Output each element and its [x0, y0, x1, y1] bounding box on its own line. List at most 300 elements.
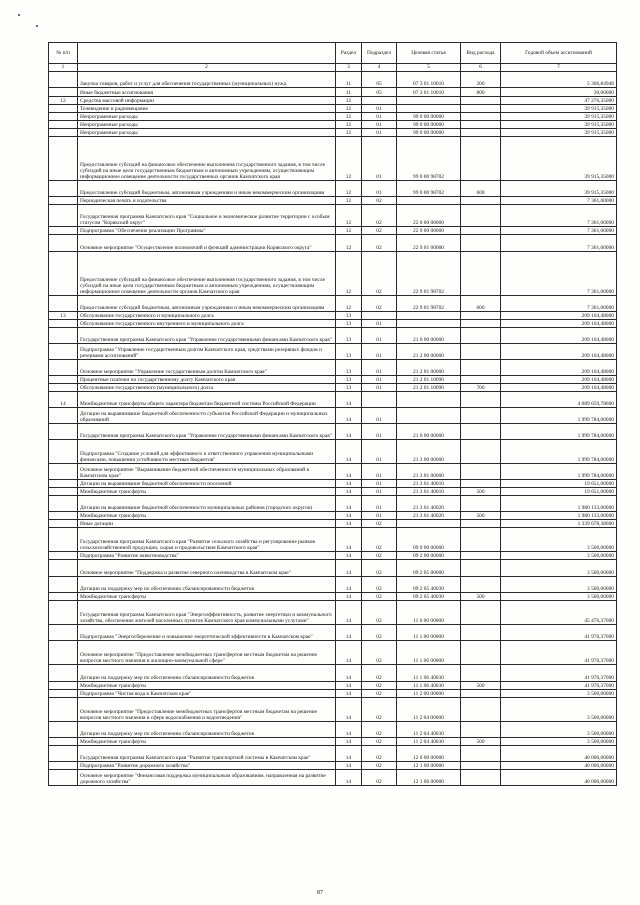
row-expense-type	[461, 698, 501, 722]
row-subsection-code: 01	[362, 376, 397, 384]
row-number	[49, 762, 78, 770]
row-number	[49, 181, 78, 197]
row-subsection-code: 01	[362, 464, 397, 480]
row-number	[49, 105, 78, 113]
row-amount: 39 915,35000	[501, 129, 617, 137]
row-amount: 45 476,37000	[501, 601, 617, 625]
row-amount: 47 276,35000	[501, 97, 617, 105]
row-section-code: 14	[336, 762, 362, 770]
table-row	[49, 72, 617, 88]
table-row	[49, 312, 617, 320]
row-number	[49, 560, 78, 577]
row-section-code: 14	[336, 560, 362, 577]
row-amount: 3 500,00000	[501, 698, 617, 722]
table-row	[49, 181, 617, 197]
row-section-code: 12	[336, 121, 362, 129]
row-section-code: 14	[336, 496, 362, 512]
row-target-code: 21 2 01 10090	[397, 384, 461, 392]
row-name: Государственная программа Камчатского края "Управление государственными финансами Камчатского края"	[78, 328, 336, 344]
row-amount: 7 361,00000	[501, 197, 617, 205]
table-row	[49, 440, 617, 464]
row-number	[49, 113, 78, 121]
row-number	[49, 344, 78, 360]
row-number	[49, 552, 78, 560]
row-number	[49, 360, 78, 376]
row-target-code: 99 0 00 00000	[397, 121, 461, 129]
row-expense-type	[461, 560, 501, 577]
row-expense-type	[461, 746, 501, 762]
row-section-code: 14	[336, 464, 362, 480]
row-amount: 5 366,84948	[501, 72, 617, 88]
row-subsection-code: 02	[362, 641, 397, 665]
table-row	[49, 360, 617, 376]
row-number	[49, 770, 78, 786]
row-target-code	[397, 392, 461, 408]
row-name: Межбюджетные трансферты	[78, 593, 336, 601]
row-name: Дотации на выравнивание бюджетной обеспеченности поселений	[78, 480, 336, 488]
row-amount: 1 999 784,00000	[501, 440, 617, 464]
col-header-num: № п/п	[49, 43, 78, 64]
table-row	[49, 227, 617, 235]
row-target-code: 22 0 00 00000	[397, 205, 461, 227]
row-subsection-code: 02	[362, 665, 397, 682]
col-header-expense-type: Вид расхода	[461, 43, 501, 64]
row-name: Основное мероприятие "Осуществление полномочий и функций администрации Корякского округа"	[78, 235, 336, 252]
row-amount: 1 999 784,00000	[501, 464, 617, 480]
row-amount: 1 339 678,38600	[501, 520, 617, 528]
row-target-code: 21 2 01 00000	[397, 360, 461, 376]
col-header-podrazdel: Подраздел	[362, 43, 397, 64]
row-section-code: 14	[336, 440, 362, 464]
table-row	[49, 205, 617, 227]
row-subsection-code: 01	[362, 137, 397, 181]
row-number	[49, 408, 78, 424]
table-row	[49, 408, 617, 424]
row-section-code: 11	[336, 88, 362, 97]
row-target-code: 11 1 06 40030	[397, 665, 461, 682]
row-number	[49, 320, 78, 328]
row-amount: 39 915,35000	[501, 113, 617, 121]
row-name: Межбюджетные трансферты	[78, 682, 336, 690]
table-row	[49, 384, 617, 392]
row-target-code: 99 0 00 98702	[397, 181, 461, 197]
row-expense-type	[461, 137, 501, 181]
row-name: Обслуживание государственного (муниципального) долга	[78, 384, 336, 392]
row-number	[49, 496, 78, 512]
row-section-code: 14	[336, 480, 362, 488]
row-section-code: 14	[336, 746, 362, 762]
row-amount: 41 976,37000	[501, 641, 617, 665]
row-name: Основное мероприятие "Предоставление межбюджетных трансфертов местным бюджетам на решение вопросов местного значения в жилищно-коммунальной сфере"	[78, 641, 336, 665]
row-number	[49, 72, 78, 88]
row-expense-type	[461, 552, 501, 560]
row-target-code	[397, 320, 461, 328]
row-amount: 19 651,00000	[501, 488, 617, 496]
row-subsection-code: 01	[362, 105, 397, 113]
row-name: Основное мероприятие "Финансовая поддержка муниципальным образованиям, направленная на развитие дорожного хозяйства"	[78, 770, 336, 786]
row-name: Государственная программа Камчатского края "Энергоэффективность, развитие энергетики и коммунального хозяйства, обеспечение жителей населенных пунктов Камчатского края коммунальными услугами"	[78, 601, 336, 625]
row-expense-type: 500	[461, 593, 501, 601]
row-number	[49, 520, 78, 528]
row-subsection-code: 01	[362, 424, 397, 440]
row-target-code: 22 9 01 98702	[397, 252, 461, 296]
row-subsection-code: 02	[362, 746, 397, 762]
scan-speck	[18, 14, 20, 16]
table-row	[49, 88, 617, 97]
table-row	[49, 320, 617, 328]
row-target-code	[397, 408, 461, 424]
row-subsection-code: 02	[362, 528, 397, 552]
row-expense-type	[461, 129, 501, 137]
row-expense-type	[461, 360, 501, 376]
table-row	[49, 682, 617, 690]
row-subsection-code: 02	[362, 560, 397, 577]
row-section-code: 13	[336, 344, 362, 360]
row-subsection-code: 02	[362, 690, 397, 698]
row-subsection-code: 01	[362, 121, 397, 129]
row-target-code: 21 3 01 40010	[397, 480, 461, 488]
row-name: Подпрограмма "Управление государственным долгом Камчатского края, средствами резервных фондов и резервами ассигнований"	[78, 344, 336, 360]
row-subsection-code: 01	[362, 408, 397, 424]
row-target-code: 09 2 05 00000	[397, 560, 461, 577]
row-target-code	[397, 97, 461, 105]
row-amount: 41 976,37000	[501, 665, 617, 682]
table-row	[49, 392, 617, 408]
table-row	[49, 641, 617, 665]
row-number	[49, 464, 78, 480]
row-section-code: 13	[336, 360, 362, 376]
row-expense-type	[461, 252, 501, 296]
row-amount: 39 915,35000	[501, 105, 617, 113]
row-subsection-code: 02	[362, 577, 397, 593]
table-row	[49, 520, 617, 528]
row-subsection-code: 02	[362, 625, 397, 641]
row-expense-type	[461, 235, 501, 252]
row-amount: 3 500,00000	[501, 577, 617, 593]
row-target-code: 11 2 04 40030	[397, 738, 461, 746]
table-row	[49, 560, 617, 577]
row-section-code: 12	[336, 113, 362, 121]
row-subsection-code: 02	[362, 738, 397, 746]
row-amount: 40 000,00000	[501, 770, 617, 786]
row-section-code: 14	[336, 722, 362, 738]
row-target-code: 11 1 06 40030	[397, 682, 461, 690]
row-expense-type	[461, 577, 501, 593]
row-name: Подпрограмма "Развитие дорожного хозяйства"	[78, 762, 336, 770]
row-subsection-code: 01	[362, 384, 397, 392]
row-name: Подпрограмма "Создание условий для эффективного и ответственного управления муниципальными финансами, повышения устойчивости местных бюджетов"	[78, 440, 336, 464]
row-section-code: 14	[336, 601, 362, 625]
row-number	[49, 682, 78, 690]
row-name: Дотации на поддержку мер по обеспечению сбалансированности бюджетов	[78, 577, 336, 593]
page-number: 87	[317, 890, 323, 896]
row-number	[49, 488, 78, 496]
row-section-code: 11	[336, 72, 362, 88]
row-section-code: 14	[336, 488, 362, 496]
table-row	[49, 235, 617, 252]
table-row	[49, 424, 617, 440]
table-row	[49, 113, 617, 121]
row-section-code: 14	[336, 512, 362, 520]
table-row	[49, 593, 617, 601]
row-section-code: 13	[336, 320, 362, 328]
row-subsection-code: 01	[362, 181, 397, 197]
row-number	[49, 121, 78, 129]
row-target-code: 21 2 00 00000	[397, 344, 461, 360]
table-row	[49, 770, 617, 786]
row-subsection-code: 01	[362, 129, 397, 137]
table-row	[49, 698, 617, 722]
row-expense-type: 600	[461, 181, 501, 197]
row-section-code: 14	[336, 593, 362, 601]
row-amount: 209 164,48000	[501, 344, 617, 360]
row-name: Подпрограмма "Обеспечение реализации Программы"	[78, 227, 336, 235]
row-subsection-code: 02	[362, 682, 397, 690]
row-name: Телевидение и радиовещание	[78, 105, 336, 113]
col-index: 5	[397, 64, 461, 72]
row-target-code: 21 3 01 40010	[397, 488, 461, 496]
row-number	[49, 424, 78, 440]
row-target-code: 21 3 01 40020	[397, 496, 461, 512]
row-name: Основное мероприятие "Предоставление межбюджетных трансфертов местным бюджетам на решение вопросов местного значения в сфере водоснабжения и водоотведения"	[78, 698, 336, 722]
table-row	[49, 376, 617, 384]
row-section-code: 12	[336, 97, 362, 105]
row-section-code: 14	[336, 520, 362, 528]
row-target-code: 11 0 00 00000	[397, 601, 461, 625]
row-section-code: 14	[336, 770, 362, 786]
row-subsection-code: 02	[362, 205, 397, 227]
row-expense-type	[461, 520, 501, 528]
table-row	[49, 137, 617, 181]
row-name: Межбюджетные трансферты	[78, 738, 336, 746]
row-amount: 209 164,48000	[501, 384, 617, 392]
row-section-code: 14	[336, 528, 362, 552]
row-target-code	[397, 312, 461, 320]
scan-speck	[36, 25, 38, 27]
row-subsection-code: 02	[362, 593, 397, 601]
row-target-code: 11 2 04 40030	[397, 722, 461, 738]
row-name: Подпрограмма "Энергосбережение и повышение энергетической эффективности в Камчатском крае"	[78, 625, 336, 641]
row-name: Подпрограмма "Чистая вода в Камчатском крае"	[78, 690, 336, 698]
row-name: Межбюджетные трансферты общего характера бюджетам бюджетной системы Российской Федерации	[78, 392, 336, 408]
table-row	[49, 512, 617, 520]
row-subsection-code	[362, 392, 397, 408]
row-number	[49, 528, 78, 552]
row-subsection-code: 01	[362, 440, 397, 464]
row-number	[49, 738, 78, 746]
row-section-code: 14	[336, 424, 362, 440]
row-subsection-code	[362, 312, 397, 320]
col-header-razdel: Раздел	[336, 43, 362, 64]
col-index: 1	[49, 64, 78, 72]
row-section-code: 12	[336, 137, 362, 181]
row-amount: 30,00000	[501, 88, 617, 97]
row-name: Дотации на поддержку мер по обеспечению сбалансированности бюджетов	[78, 722, 336, 738]
row-expense-type	[461, 464, 501, 480]
row-subsection-code: 02	[362, 296, 397, 312]
table-row	[49, 252, 617, 296]
row-target-code: 22 9 01 00000	[397, 235, 461, 252]
row-name: Межбюджетные трансферты	[78, 512, 336, 520]
row-name: Средства массовой информации	[78, 97, 336, 105]
row-amount: 7 361,00000	[501, 227, 617, 235]
row-expense-type	[461, 197, 501, 205]
row-number	[49, 665, 78, 682]
row-number	[49, 205, 78, 227]
row-expense-type	[461, 496, 501, 512]
row-subsection-code: 05	[362, 72, 397, 88]
row-name: Межбюджетные трансферты	[78, 488, 336, 496]
row-target-code: 07 3 01 10010	[397, 88, 461, 97]
row-name: Периодическая печать и издательства	[78, 197, 336, 205]
row-number	[49, 512, 78, 520]
row-expense-type: 500	[461, 512, 501, 520]
row-subsection-code: 02	[362, 252, 397, 296]
table-row	[49, 552, 617, 560]
row-expense-type	[461, 424, 501, 440]
row-target-code: 11 2 04 00000	[397, 698, 461, 722]
row-amount: 41 976,37000	[501, 682, 617, 690]
row-subsection-code: 02	[362, 698, 397, 722]
row-name: Государственная программа Камчатского края "Развитие транспортной системы в Камчатском крае"	[78, 746, 336, 762]
row-expense-type	[461, 113, 501, 121]
table-row	[49, 738, 617, 746]
row-expense-type	[461, 328, 501, 344]
row-target-code: 99 0 00 00000	[397, 113, 461, 121]
row-expense-type	[461, 665, 501, 682]
row-subsection-code: 01	[362, 496, 397, 512]
row-amount: 7 361,00000	[501, 205, 617, 227]
row-expense-type	[461, 121, 501, 129]
row-target-code: 21 0 00 00000	[397, 424, 461, 440]
row-target-code: 12 1 06 00000	[397, 770, 461, 786]
row-number	[49, 129, 78, 137]
row-number	[49, 197, 78, 205]
row-section-code: 12	[336, 197, 362, 205]
row-subsection-code: 02	[362, 601, 397, 625]
row-subsection-code: 01	[362, 328, 397, 344]
table-row	[49, 665, 617, 682]
row-expense-type: 700	[461, 384, 501, 392]
row-target-code	[397, 105, 461, 113]
row-target-code: 21 3 01 00000	[397, 464, 461, 480]
row-expense-type	[461, 97, 501, 105]
row-section-code: 14	[336, 577, 362, 593]
table-row	[49, 690, 617, 698]
table-row	[49, 97, 617, 105]
row-target-code: 09 2 00 00000	[397, 552, 461, 560]
row-expense-type	[461, 601, 501, 625]
row-target-code: 21 2 01 10090	[397, 376, 461, 384]
row-name: Обслуживание государственного и муниципального долга	[78, 312, 336, 320]
row-number	[49, 698, 78, 722]
table-row	[49, 625, 617, 641]
row-target-code: 07 3 01 10010	[397, 72, 461, 88]
table-row	[49, 328, 617, 344]
row-amount: 3 500,00000	[501, 528, 617, 552]
row-amount: 19 651,00000	[501, 480, 617, 488]
row-name: Основное мероприятие "Выравнивание бюджетной обеспеченности муниципальных образований в Камчатском крае"	[78, 464, 336, 480]
row-amount: 209 164,48000	[501, 312, 617, 320]
row-number	[49, 376, 78, 384]
row-target-code: 09 2 05 40030	[397, 577, 461, 593]
row-target-code: 11 1 06 00000	[397, 641, 461, 665]
row-section-code: 14	[336, 698, 362, 722]
row-expense-type	[461, 408, 501, 424]
row-expense-type	[461, 105, 501, 113]
row-section-code: 13	[336, 312, 362, 320]
row-amount: 39 915,35000	[501, 137, 617, 181]
row-number	[49, 384, 78, 392]
row-target-code: 22 9 00 00000	[397, 227, 461, 235]
row-section-code: 12	[336, 227, 362, 235]
row-subsection-code: 01	[362, 320, 397, 328]
row-section-code: 14	[336, 552, 362, 560]
row-expense-type	[461, 480, 501, 488]
column-index-row	[49, 64, 617, 72]
row-subsection-code: 05	[362, 88, 397, 97]
row-amount: 7 361,00000	[501, 296, 617, 312]
row-section-code: 13	[336, 328, 362, 344]
row-expense-type	[461, 344, 501, 360]
row-name: Предоставление субсидий на финансовое обеспечение выполнения государственного задания, в том числе субсидий на иные цели государственным бюджетным и автономным учреждениям, осуществляющим информационное освещение деятельности органов Камчатского края	[78, 252, 336, 296]
row-name: Дотации на поддержку мер по обеспечению сбалансированности бюджетов	[78, 665, 336, 682]
row-target-code: 99 0 00 98702	[397, 137, 461, 181]
row-number	[49, 252, 78, 296]
row-subsection-code: 02	[362, 197, 397, 205]
row-target-code: 21 0 00 00000	[397, 328, 461, 344]
row-amount: 1 980 133,00000	[501, 512, 617, 520]
row-subsection-code: 02	[362, 227, 397, 235]
row-expense-type	[461, 762, 501, 770]
table-row	[49, 296, 617, 312]
row-number: 13	[49, 312, 78, 320]
row-target-code: 22 9 01 98702	[397, 296, 461, 312]
row-section-code: 13	[336, 376, 362, 384]
row-expense-type	[461, 205, 501, 227]
row-expense-type: 800	[461, 88, 501, 97]
row-expense-type	[461, 528, 501, 552]
table-row	[49, 746, 617, 762]
row-amount: 3 500,00000	[501, 722, 617, 738]
row-section-code: 14	[336, 625, 362, 641]
row-name: Процентные платежи по государственному долгу Камчатского края	[78, 376, 336, 384]
table-row	[49, 601, 617, 625]
row-section-code: 12	[336, 205, 362, 227]
row-expense-type	[461, 376, 501, 384]
row-name: Непрограммные расходы	[78, 129, 336, 137]
row-target-code: 11 1 00 00000	[397, 625, 461, 641]
row-number: 14	[49, 392, 78, 408]
row-name: Подпрограмма "Развитие животноводства"	[78, 552, 336, 560]
row-name: Иные дотации	[78, 520, 336, 528]
row-name: Государственная программа Камчатского края "Развитие сельского хозяйства и регулирование рынков сельскохозяйственной продукции, сырья и продовольствия Камчатского края"	[78, 528, 336, 552]
row-amount: 3 500,00000	[501, 738, 617, 746]
row-subsection-code: 01	[362, 488, 397, 496]
table-row	[49, 129, 617, 137]
row-name: Предоставление субсидий бюджетным, автономным учреждениям и иным некоммерческим организациям	[78, 296, 336, 312]
row-amount: 3 500,00000	[501, 690, 617, 698]
row-expense-type	[461, 227, 501, 235]
row-amount: 3 500,00000	[501, 552, 617, 560]
row-section-code: 13	[336, 384, 362, 392]
row-subsection-code: 02	[362, 762, 397, 770]
col-index: 6	[461, 64, 501, 72]
row-target-code: 21 3 00 00000	[397, 440, 461, 464]
row-number	[49, 137, 78, 181]
col-header-target: Целевая статья	[397, 43, 461, 64]
table-row	[49, 197, 617, 205]
